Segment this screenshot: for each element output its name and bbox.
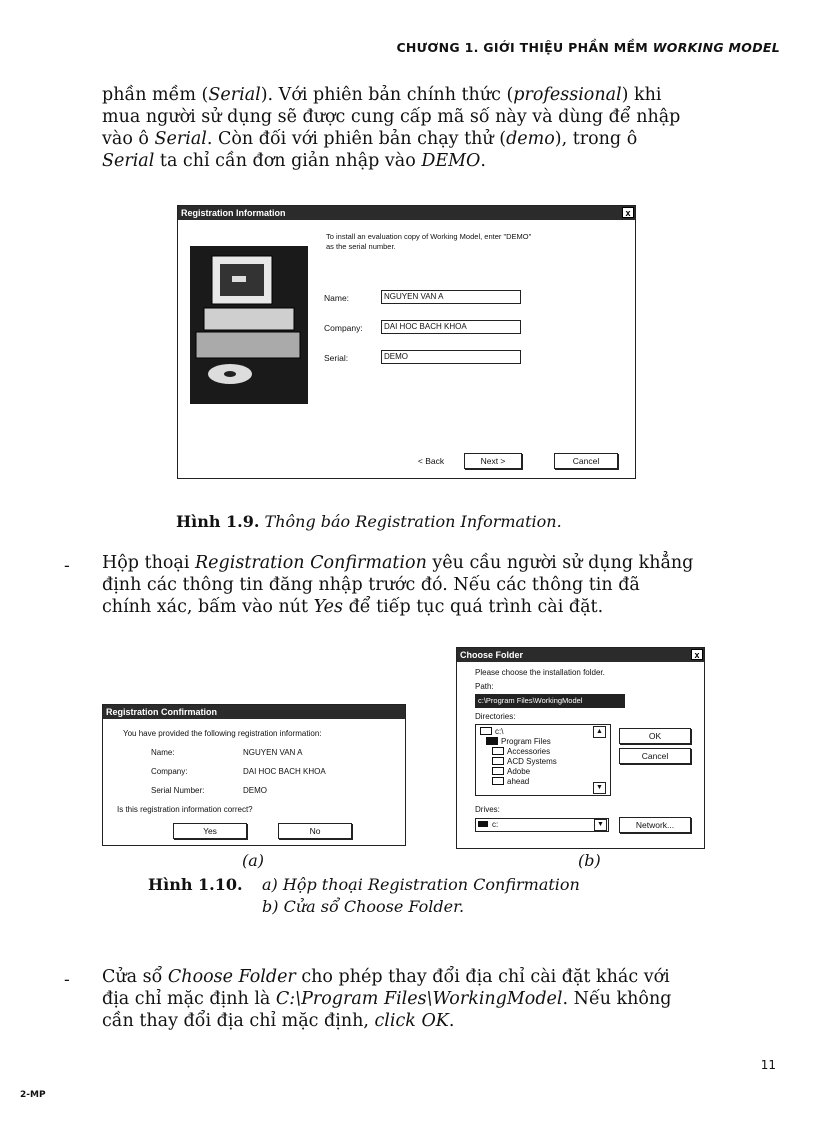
dialog-title: Choose Folder (460, 650, 524, 660)
folder-icon (492, 767, 504, 775)
directories-label: Directories: (475, 712, 516, 721)
path-input[interactable]: c:\Program Files\WorkingModel (475, 694, 625, 708)
open-folder-icon (486, 737, 498, 745)
folder-icon (480, 727, 492, 735)
company-field[interactable]: DAI HOC BACH KHOA (381, 320, 521, 334)
header-chapter: CHƯƠNG 1. GIỚI THIỆU PHẦN MỀM (396, 40, 649, 55)
figure-caption-1-9: Hình 1.9. Thông báo Registration Information. (176, 512, 562, 531)
next-button[interactable]: Next > (464, 453, 522, 469)
folder-icon (492, 777, 504, 785)
company-label: Company: (151, 767, 188, 776)
name-label: Name: (324, 293, 350, 303)
tree-item[interactable]: ahead (480, 777, 606, 787)
close-icon[interactable]: x (691, 649, 703, 660)
confirmation-question: Is this registration information correct? (117, 805, 253, 814)
bullet-dash: - (64, 556, 70, 576)
paragraph-confirmation: Hộp thoại Registration Confirmation yêu cầu người sử dụng khẳng định các thông tin đăng nhập trước đó. Nếu các thông tin đã chính xác, bấm vào nút Yes để tiếp tục quá trình cài đặt. (102, 553, 694, 617)
scroll-down-icon[interactable]: ▼ (593, 782, 606, 794)
footer-code: 2-MP (20, 1090, 46, 1100)
drive-select[interactable]: c: (475, 818, 609, 832)
dialog-title: Registration Confirmation (106, 707, 218, 717)
tree-item[interactable]: ACD Systems (480, 757, 606, 767)
registration-information-dialog (177, 205, 636, 479)
name-field[interactable]: NGUYEN VAN A (381, 290, 521, 304)
tree-item[interactable]: Accessories (480, 747, 606, 757)
drive-icon (478, 821, 488, 827)
bullet-dash: - (64, 970, 70, 990)
dialog-titlebar (178, 206, 635, 220)
header-title: WORKING MODEL (652, 40, 780, 55)
cancel-button[interactable]: Cancel (554, 453, 618, 469)
drives-label: Drives: (475, 805, 500, 814)
yes-button[interactable]: Yes (173, 823, 247, 839)
dialog-titlebar (457, 648, 704, 662)
serial-number-value: DEMO (243, 786, 267, 795)
paragraph-serial: phần mềm (Serial). Với phiên bản chính thức (professional) khi mua người sử dụng sẽ được cung cấp mã số này và dùng để nhập vào ô Serial. Còn đối với phiên bản chạy thử (demo), trong ô Serial ta chỉ cần đơn giản nhập vào DEMO. (102, 85, 681, 171)
chevron-down-icon[interactable]: ▼ (594, 819, 607, 831)
tree-item[interactable]: Program Files (480, 737, 606, 747)
directory-tree[interactable] (475, 724, 611, 796)
sublabel-b: (b) (578, 851, 601, 870)
folder-prompt: Please choose the installation folder. (475, 668, 605, 677)
serial-number-label: Serial Number: (151, 786, 205, 795)
cancel-button[interactable]: Cancel (619, 748, 691, 764)
registration-confirmation-dialog (102, 704, 406, 846)
page-number: 11 (760, 1058, 776, 1072)
figure-caption-1-10: Hình 1.10. (148, 875, 243, 894)
dialog-titlebar (103, 705, 405, 719)
name-value: NGUYEN VAN A (243, 748, 303, 757)
choose-folder-dialog (456, 647, 705, 849)
company-value: DAI HOC BACH KHOA (243, 767, 326, 776)
caption-line-b: b) Cửa sổ Choose Folder. (262, 897, 465, 916)
instructions-text: To install an evaluation copy of Working Model, enter "DEMO" as the serial number. (326, 232, 532, 251)
ok-button[interactable]: OK (619, 728, 691, 744)
path-label: Path: (475, 682, 494, 691)
no-button[interactable]: No (278, 823, 352, 839)
close-icon[interactable]: x (622, 207, 634, 218)
paragraph-choose-folder: Cửa sổ Choose Folder cho phép thay đổi địa chỉ cài đặt khác với địa chỉ mặc định là C:\Program Files\WorkingModel. Nếu không cần thay đổi địa chỉ mặc định, click OK. (102, 967, 672, 1031)
back-button[interactable]: < Back (403, 454, 459, 468)
sublabel-a: (a) (242, 851, 265, 870)
computer-illustration (190, 246, 308, 404)
company-label: Company: (324, 323, 363, 333)
folder-icon (492, 747, 504, 755)
dialog-title: Registration Information (181, 208, 286, 218)
serial-label: Serial: (324, 353, 349, 363)
running-header (0, 40, 780, 55)
serial-field[interactable]: DEMO (381, 350, 521, 364)
folder-icon (492, 757, 504, 765)
tree-item[interactable]: c:\ (480, 727, 606, 737)
scroll-up-icon[interactable]: ▲ (593, 726, 606, 738)
name-label: Name: (151, 748, 175, 757)
confirmation-intro: You have provided the following registration information: (123, 729, 322, 738)
caption-line-a: a) Hộp thoại Registration Confirmation (262, 875, 580, 894)
tree-item[interactable]: Adobe (480, 767, 606, 777)
network-button[interactable]: Network... (619, 817, 691, 833)
